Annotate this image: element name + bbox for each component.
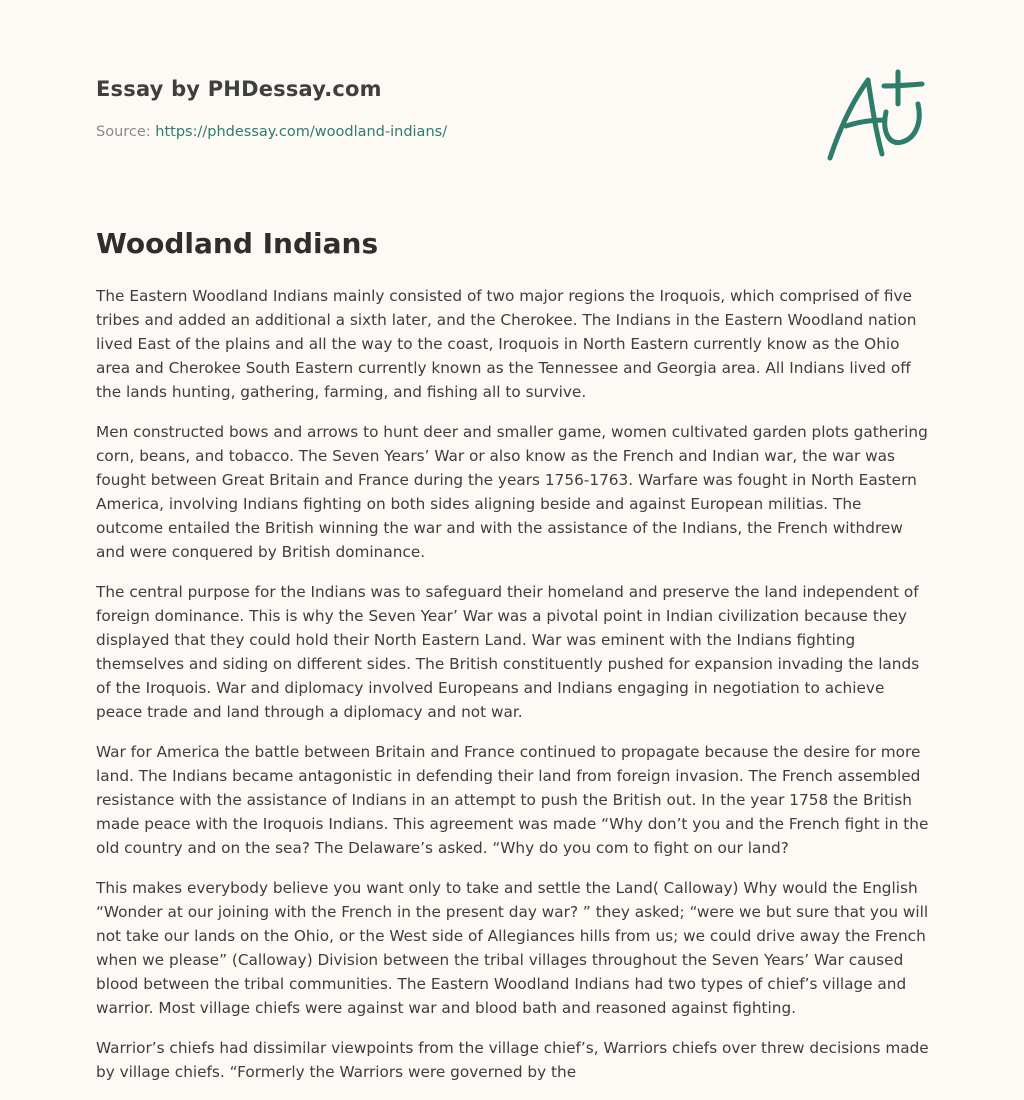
essay-title: Woodland Indians (96, 227, 379, 260)
source-link[interactable]: https://phdessay.com/woodland-indians/ (155, 124, 448, 140)
paragraph: This makes everybody believe you want only to take and settle the Land( Calloway) Why would the English “Wonder at our joining with the French in the present day war? ” they asked; “were we but sure that you will not take our lands on the Ohio, or the West side of Allegiances hills from us; we could drive away the French when we please” (Calloway) Division between the tribal villages throughout the Seven Years’ War caused blood between the tribal communities. The Eastern Woodland Indians had two types of chief’s village and warrior. Most village chiefs were against war and blood bath and reasoned against fighting. (96, 879, 929, 1017)
document-header (96, 74, 936, 174)
paragraph: The Eastern Woodland Indians mainly consisted of two major regions the Iroquois, which comprised of five tribes and added an additional a sixth later, and the Cherokee. The Indians in the Eastern Woodland nation lived East of the plains and all the way to the coast, Iroquois in North Eastern currently know as the Ohio area and Cherokee South Eastern currently known as the Tennessee and Georgia area. All Indians lived off the lands hunting, gathering, farming, and fishing all to survive. (96, 287, 917, 401)
paragraph: Men constructed bows and arrows to hunt deer and smaller game, women cultivated garden plots gathering corn, beans, and tobacco. The Seven Years’ War or also know as the French and Indian war, the war was fought between Great Britain and France during the years 1756-1763. Warfare was fought in North Eastern America, involving Indians fighting on both sides aligning beside and against European militias. The outcome entailed the British winning the war and with the assistance of the Indians, the French withdrew and were conquered by British dominance. (96, 423, 928, 561)
a-plus-logo-icon (824, 68, 928, 166)
essay-body (96, 284, 932, 1100)
paragraph: Warrior’s chiefs had dissimilar viewpoints from the village chief’s, Warriors chiefs over threw decisions made by village chiefs. “Formerly the Warriors were governed by the (96, 1039, 929, 1081)
source-line (96, 122, 936, 142)
brand-name: Essay by PHDessay.com (96, 77, 382, 101)
source-label: Source: (96, 124, 151, 140)
paragraph: War for America the battle between Britain and France continued to propagate because the desire for more land. The Indians became antagonistic in defending their land from foreign invasion. The French assembled resistance with the assistance of Indians in an attempt to push the British out. In the year 1758 the British made peace with the Iroquois Indians. This agreement was made “Why don’t you and the French fight in the old country and on the sea? The Delaware’s asked. “Why do you com to fight on our land? (96, 743, 929, 857)
paragraph: The central purpose for the Indians was to safeguard their homeland and preserve the land independent of foreign dominance. This is why the Seven Year’ War was a pivotal point in Indian civilization because they displayed that they could hold their North Eastern Land. War was eminent with the Indians fighting themselves and siding on different sides. The British constituently pushed for expansion invading the lands of the Iroquois. War and diplomacy involved Europeans and Indians engaging in negotiation to achieve peace trade and land through a diplomacy and not war. (96, 583, 920, 721)
